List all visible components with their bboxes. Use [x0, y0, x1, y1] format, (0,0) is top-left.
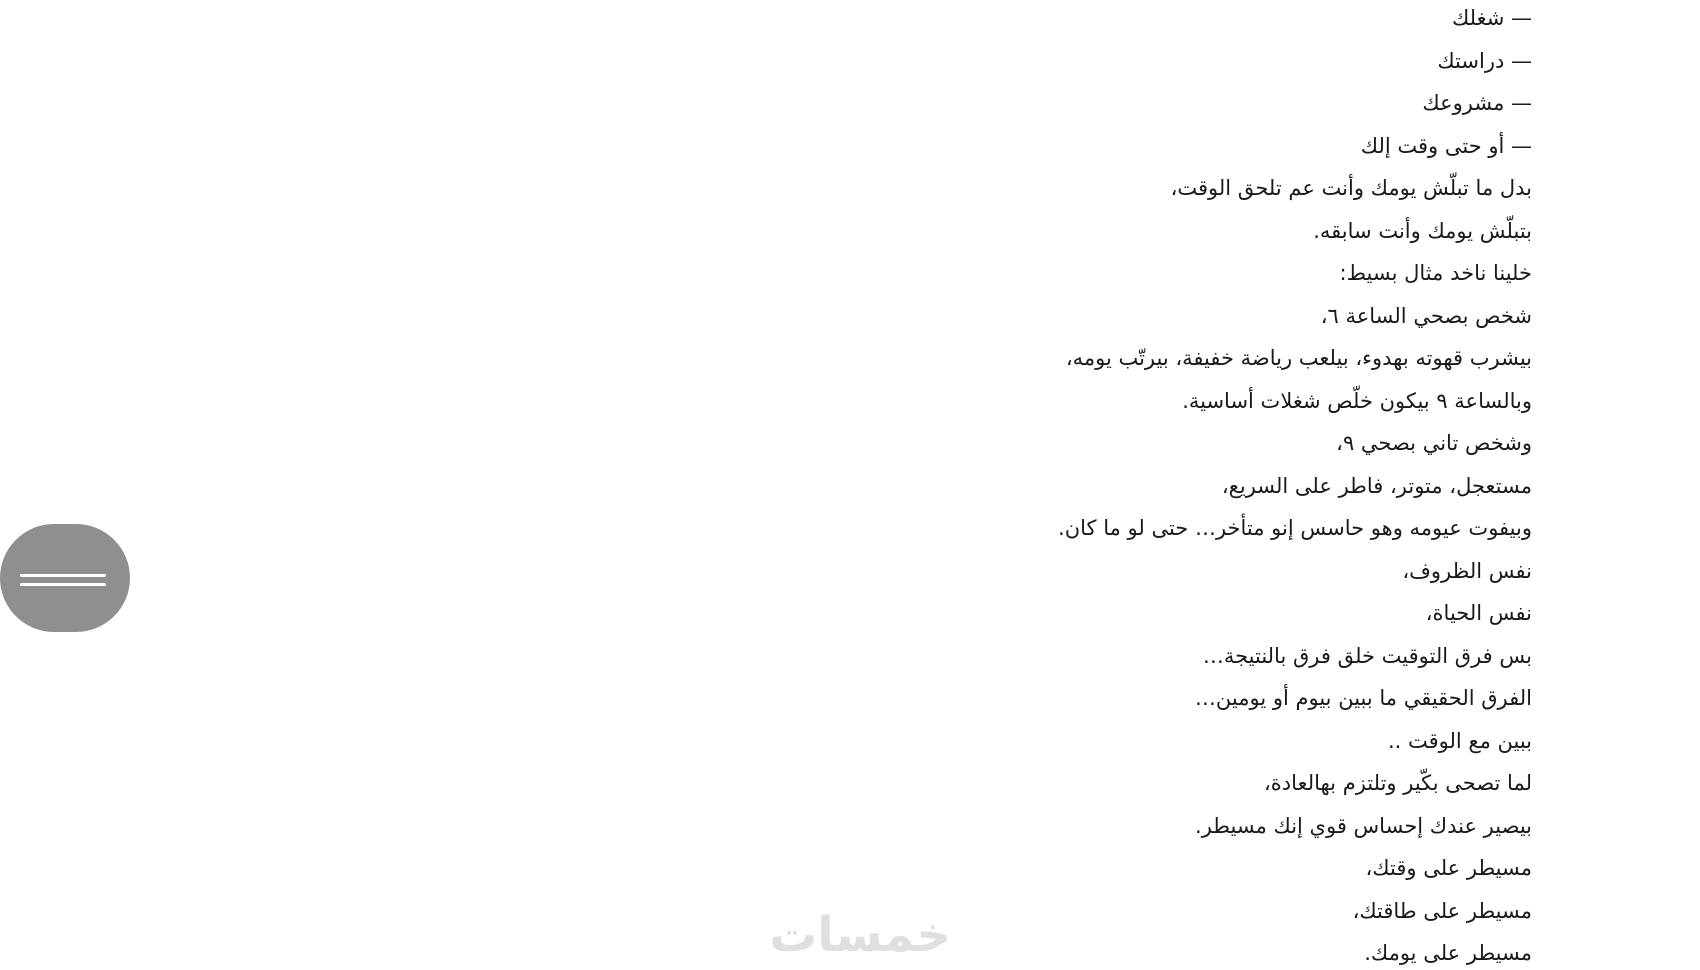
document-line: وشخص تاني بصحي ٩، — [1336, 431, 1532, 455]
document-line: الفرق الحقيقي ما ببين بيوم أو يومين… — [1194, 686, 1532, 710]
document-line: نفس الحياة، — [1425, 601, 1532, 625]
document-line: وبالساعة ٩ بيكون خلّص شغلات أساسية. — [1182, 388, 1532, 413]
document-body — [432, 0, 1532, 970]
document-line: مستعجل، متوتر، فاطر على السريع، — [1221, 473, 1532, 498]
document-line: شخص بصحي الساعة ٦، — [1320, 303, 1532, 328]
document-line: نفس الظروف، — [1402, 558, 1532, 583]
document-line: لما تصحى بكّير وتلتزم بهالعادة، — [1264, 771, 1532, 795]
watermark-logo: خمسات — [769, 907, 951, 963]
document-line: — أو حتى وقت إلك — [1360, 133, 1532, 158]
document-line: — شغلك — [1451, 6, 1532, 30]
document-line: بتبلّش يومك وأنت سابقه. — [1313, 218, 1532, 243]
hamburger-icon — [20, 574, 106, 577]
document-line: مسيطر على يومك. — [1364, 941, 1532, 965]
document-line: — دراستك — [1437, 48, 1532, 73]
document-line: بس فرق التوقيت خلق فرق بالنتيجة… — [1202, 643, 1532, 668]
document-line: مسيطر على وقتك، — [1365, 856, 1532, 880]
hamburger-icon-bar — [20, 583, 106, 586]
document-line: بيصير عندك إحساس قوي إنك مسيطر. — [1195, 813, 1532, 838]
document-line: ببين مع الوقت .. — [1387, 728, 1532, 753]
document-line: — مشروعك — [1422, 91, 1532, 115]
document-line: وبيفوت عيومه وهو حاسس إنو متأخر… حتى لو ما كان. — [1058, 516, 1532, 540]
document-line: مسيطر على طاقتك، — [1352, 898, 1532, 923]
document-line: خلينا ناخد مثال بسيط: — [1339, 261, 1532, 285]
document-line: بدل ما تبلّش يومك وأنت عم تلحق الوقت، — [1170, 176, 1532, 200]
floating-menu-button[interactable] — [0, 524, 130, 632]
document-line: بيشرب قهوته بهدوء، بيلعب رياضة خفيفة، بيرتّب يومه، — [1065, 346, 1532, 370]
